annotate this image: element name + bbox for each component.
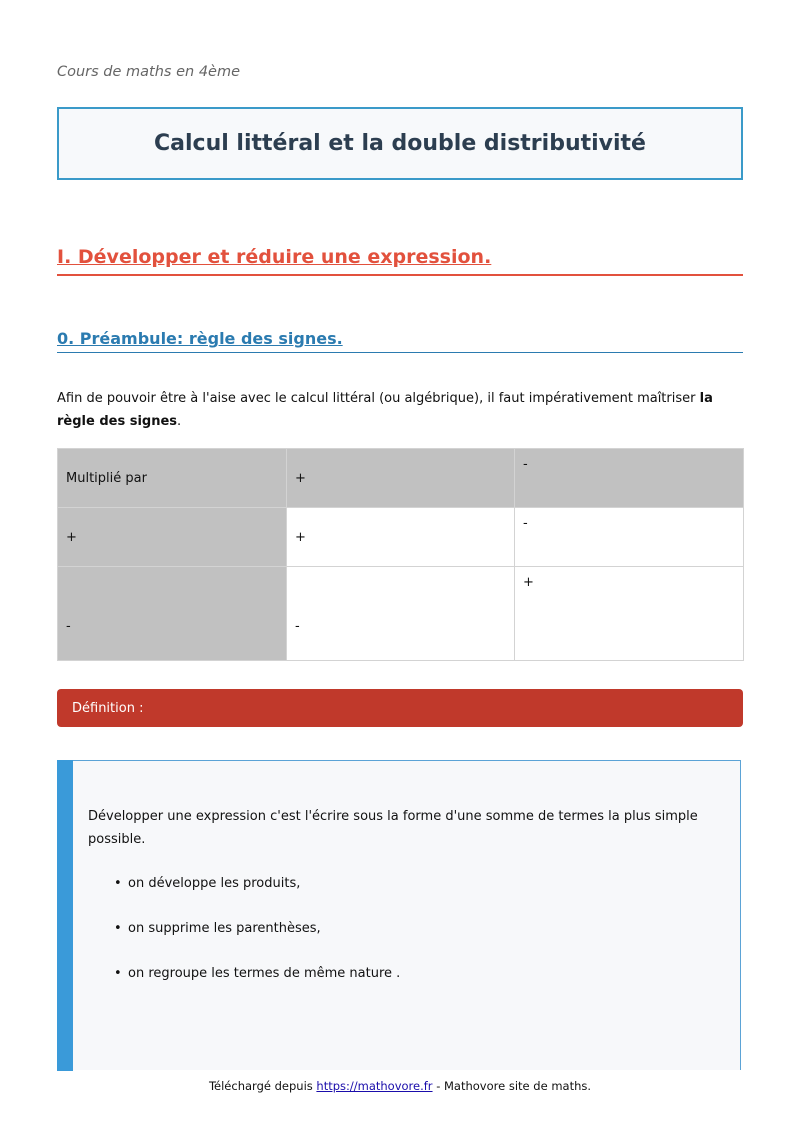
- page-title: Calcul littéral et la double distributivité: [154, 131, 646, 156]
- table-cell: +: [287, 449, 515, 508]
- course-subtitle: Cours de maths en 4ème: [57, 64, 241, 80]
- table-cell: Multiplié par: [58, 449, 287, 508]
- table-row: [58, 508, 744, 567]
- section-heading: [57, 246, 743, 276]
- intro-end: .: [177, 414, 182, 429]
- footer-suffix: - Mathovore site de maths.: [432, 1079, 592, 1093]
- list-item: [114, 872, 400, 917]
- footer-link[interactable]: https://mathovore.fr: [316, 1079, 433, 1093]
- table-cell: +: [287, 508, 515, 567]
- title-box: [57, 107, 743, 180]
- bullet-icon: •: [114, 876, 122, 891]
- table-cell: -: [515, 449, 744, 508]
- section-heading-text: I. Développer et réduire une expression.: [57, 246, 492, 268]
- table-cell: -: [58, 567, 287, 661]
- intro-bold: la règle des signes: [57, 391, 713, 429]
- table-row: [58, 567, 744, 661]
- bullet-icon: •: [114, 966, 122, 981]
- list-item: [114, 917, 400, 962]
- table-cell: +: [515, 567, 744, 661]
- definition-box: [57, 760, 741, 1070]
- table-cell: -: [287, 567, 515, 661]
- subsection-heading: [57, 329, 743, 353]
- footer-prefix: Téléchargé depuis: [208, 1079, 317, 1093]
- definition-header: [57, 689, 743, 727]
- bullet-icon: •: [114, 921, 122, 936]
- table-cell: -: [515, 508, 744, 567]
- definition-text: Développer une expression c'est l'écrire sous la forme d'une somme de termes la plus simple possible.: [88, 809, 698, 847]
- page-footer: [0, 1079, 800, 1093]
- intro-text: Afin de pouvoir être à l'aise avec le calcul littéral (ou algébrique), il faut impérativement maîtriser: [57, 391, 700, 406]
- list-item-text: on développe les produits,: [128, 876, 301, 891]
- table-row: [58, 449, 744, 508]
- list-item: [114, 962, 400, 1007]
- subsection-heading-text: 0. Préambule: règle des signes.: [57, 329, 343, 348]
- definition-accent-bar: [57, 760, 73, 1071]
- sign-rule-table: [57, 448, 744, 661]
- intro-paragraph: [57, 387, 743, 433]
- list-item-text: on regroupe les termes de même nature .: [128, 966, 401, 981]
- table-cell: +: [58, 508, 287, 567]
- definition-label: Définition :: [72, 700, 144, 716]
- definition-list: [114, 872, 400, 1007]
- list-item-text: on supprime les parenthèses,: [128, 921, 321, 936]
